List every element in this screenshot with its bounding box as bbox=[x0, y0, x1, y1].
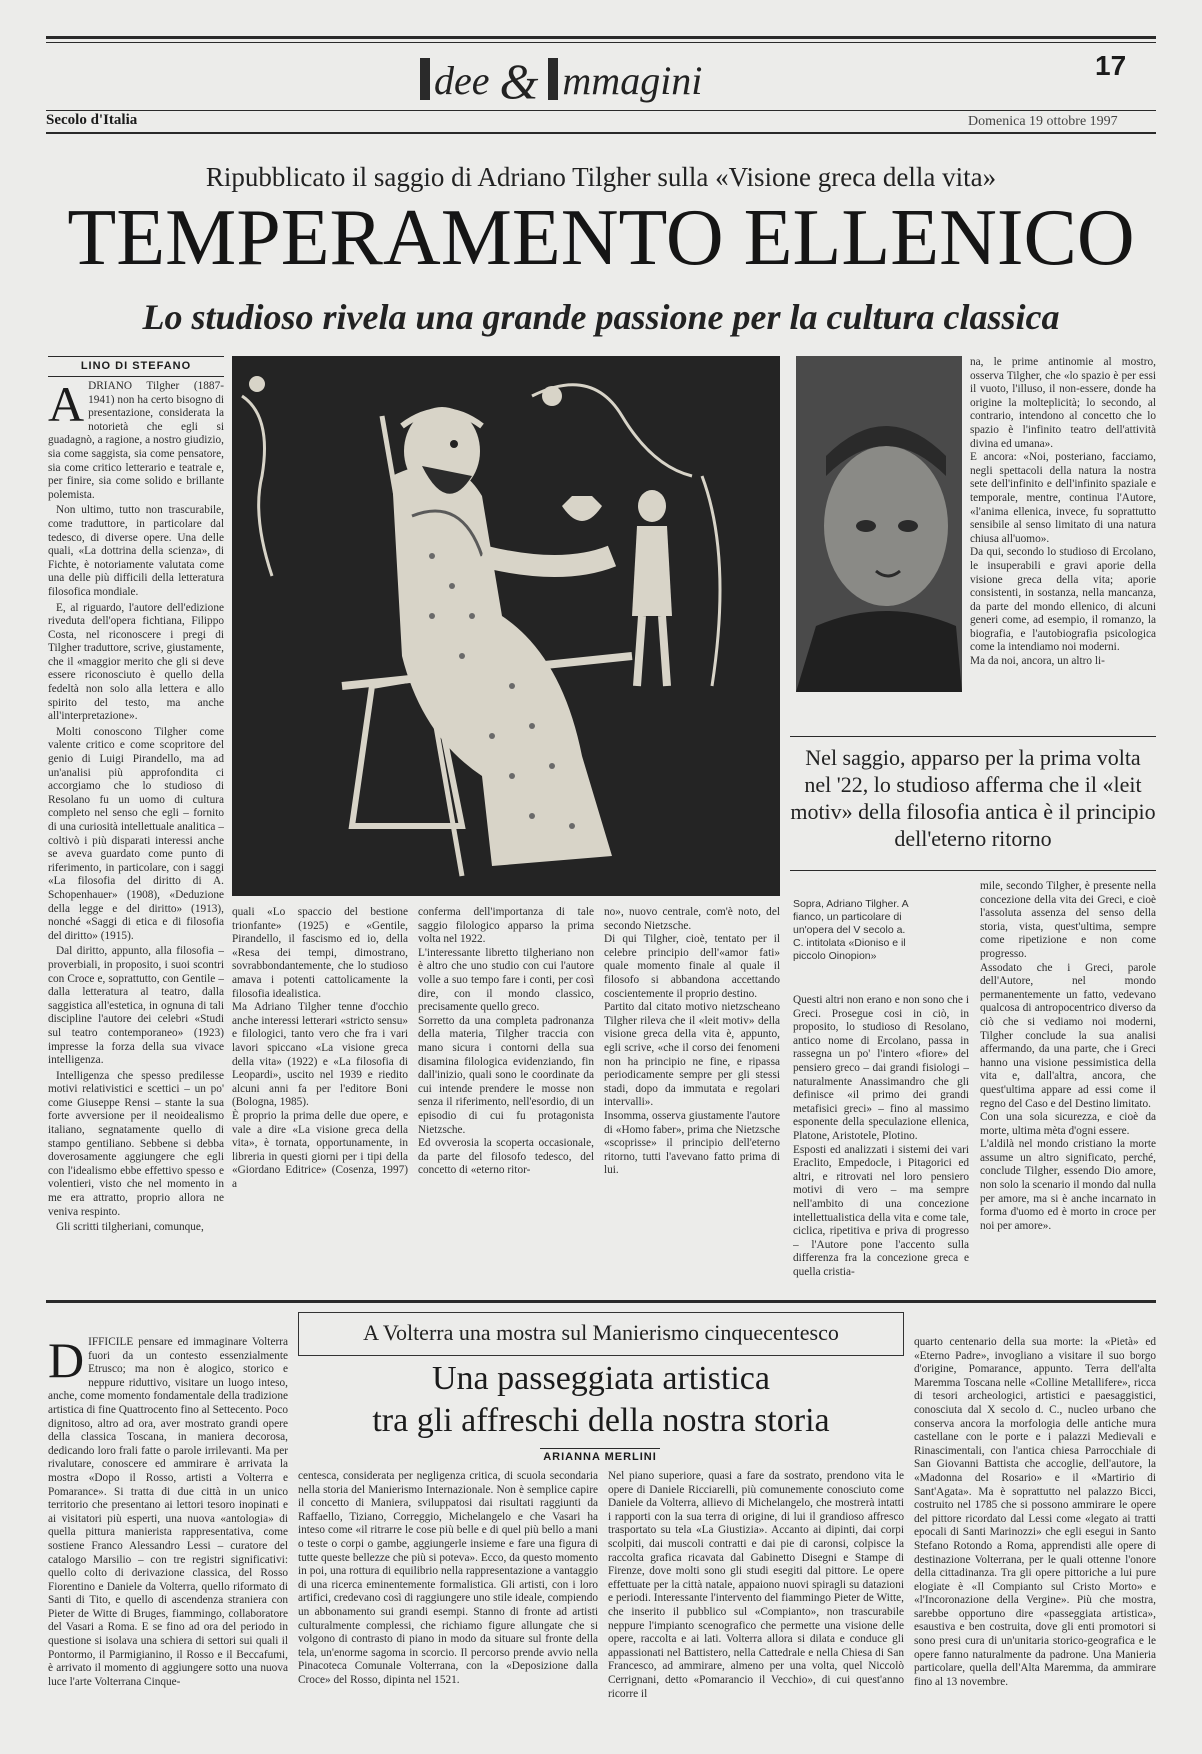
article2-dropcap: D bbox=[48, 1336, 85, 1388]
paragraph: Molti conoscono Tilgher come valente critico e come scopritore del genio di Luigi Pirandello, ma ad un'analisi più approfondita ci accorgiamo che lo studioso di Resolano fu un uomo di cultura completo nel senso che egli – fornito di una curiosità intellettuale analitica – coltivò i più disparati interessi anche se aveva guardato come punto di riferimento, in particolare, con i saggi «La filosofia del diritto di A. Schopenhauer» (1908), «Deduzione della legge e del diritto» (1913), nonché «Saggi di etica e di filosofia del diritto» (1915). bbox=[48, 725, 224, 942]
pullquote-rule-bottom bbox=[790, 870, 1156, 871]
pull-quote: Nel saggio, apparso per la prima volta nel '22, lo studioso afferma che il «leit motiv» della filosofia antica è il principio dell'eterno ritorno bbox=[790, 745, 1156, 851]
section-word-immagini: mmagini bbox=[562, 58, 703, 103]
dropcap: A bbox=[48, 380, 85, 432]
article-kicker: Ripubblicato il saggio di Adriano Tilgher sulla «Visione greca della vita» bbox=[205, 162, 997, 192]
paragraph: conferma dell'importanza di tale saggio filologico apparso la prima volta nel 1922. L'interessante libretto tilgheriano non è altro che uno studio con cui l'autore volle a suo tempo fare i conti, per così dire, con il mondo classico, precisamente quello greco. Sorretto da una completa padronanza della materia, Tilgher traccia con mano sicura i contorni della sua disamina filologica evidenziando, fin dall'inizio, quali sono le coordinate da cui intende prendere le mosse non senza il riferimento, nell'esordio, di un episodio di cui fu protagonista Nietzsche. Ed ovverosia la scoperta occasionale, da parte del filosofo tedesco, del concetto di «eterno ritor- bbox=[418, 906, 594, 1177]
paragraph: centesca, considerata per negligenza critica, di scuola secondaria nella storia del Manierismo Internazionale. Non è semplice capire il concetto di Maniera, sviluppatosi dai risultati raggiunti da Raffaello, Tiziano, Correggio, Michelangelo e che Vasari ha inteso come «il ritrarre le cose più belle e di quel più bello a mani o teste o corpi o gambe, aggiungerle insieme e fare una figura di tutte queste bellezze che più si poteva». Ecco, da questo momento in poi, una rottura di equilibrio nella rappresentazione a vantaggio di una ricerca eminentemente formalistica. Gli artisti, con i loro artifici, credevano così di raggiungere uno stile ideale, compiendo un abbonamento sui grandi esempi. Stanno di fronte ad artisti culturalmente complessi, che richiamo figure allungate che si volgono di contrasto di piano in modo da situare sul fronte della tela, un'enorme sagoma in scorcio. Il percorso prende avvio nella Pinacoteca Comunale Volterrana, con la «Deposizione dalla Croce» del Rosso, dipinta nel 1521. bbox=[298, 1470, 598, 1686]
section-letter-bar-2 bbox=[548, 58, 558, 100]
paragraph: Dal diritto, appunto, alla filosofia – proverbiali, in proposito, i suoi scontri con Croce e, soprattutto, con Gentile – dalla letteratura al teatro, dalla saggistica all'estetica, in ognuna di tali discipline l'autore dei celebri «Studi sul teatro contemporaneo» (1923) impresse la forza della sua vivace intelligenza. bbox=[48, 945, 224, 1067]
article2-byline: ARIANNA MERLINI bbox=[543, 1451, 657, 1463]
article-column-1 bbox=[48, 380, 224, 1290]
article2-headline-line1: Una passeggiata artistica bbox=[432, 1360, 770, 1397]
section-title bbox=[420, 52, 800, 108]
article-column-6 bbox=[980, 880, 1156, 1290]
paragraph: IFFICILE pensare ed immaginare Volterra fuori da un contesto essenzialmente Etrusco; ma non è alogico, storico e neppure riduttivo, visitare un luogo inteso, anche, come momento fondamentale della tradizione artistica di fine Quattrocento fino al Settecento. Poco dignitoso, altro ad ora, aver mostrato grandi opere della classica Toscana, in maniera decorosa, dedicando loro frali fatte o parole irrilevanti. Ma per rivalutare, conoscere ed ammirare è arrivata la mostra «Dopo il Rosso, artisti a Volterra e Pomarance». Si tratta di due città in un unico territorio che presentano ai lettori tesoro inopinati e ai visitatori più esperti, una nuova «antologia» di quella pittura manierista rappresentativa, come sostiene Franco Alessandro Lessi – curatore del catalogo Marsilio – con tre registri significativi: quello colto di derivazione classica, del Rosso Fiorentino e Daniele da Volterra, quello riformato di Santi di Tito, e quello di ascendenza straniera con Pieter de Witte di Bruges, fiammingo, collaboratore del Vasari a Roma. E se fino ad ora del periodo in questione si isolava una schiera di settori sui quali il Pontormo, il Parmigianino, il Rosso e il Beccafumi, è arrivato il momento di aggiungere sotto una nuova luce l'arte Volterrana Cinque- bbox=[48, 1336, 288, 1688]
article2-column-1 bbox=[48, 1336, 288, 1724]
article2-column-3 bbox=[608, 1470, 904, 1724]
paragraph: DRIANO Tilgher (1887-1941) non ha certo bisogno di presentazione, considerata la notorietà che egli si guadagnò, a ragione, a nostro giudizio, sia come saggista, sia come pensatore, sia come critico letterario e teatrale e, per finire, sia come solido e brillante polemista. bbox=[48, 380, 224, 501]
top-rule bbox=[46, 36, 1156, 39]
paragraph: Intelligenza che spesso predilesse motivi relativistici e scettici – un po' come Giuseppe Rensi – stante la sua forte avversione per il neoidealismo italiano, segnatamente quello di stampo gentiliano. Sebbene si debba doverosamente aggiungere che egli con l'idealismo ebbe effettivo spesso e volentieri, visto che nel momento in me era attratto, proprio allora ne veniva respinto. bbox=[48, 1069, 224, 1218]
newspaper-name: Secolo d'Italia bbox=[46, 112, 138, 128]
paragraph: Questi altri non erano e non sono che i Greci. Prosegue cosi in ciò, in proposito, lo studioso di Resolano, antico nome di Ercolano, passa in rassegna un po' l'intero «fiore» del pensiero greco – dai grandi fisiologi – naturalmente Anassimandro che gli definisce «il primo dei grandi metafisici greci» – fino al massimo esponente della speculazione ellenica, Platone, Aristotele, Plotino. Esposti ed analizzati i sistemi dei vari Eraclito, Empedocle, i Pitagorici ed altri, e ritrovati nel loro pensiero motivi di vero – ma sempre nell'ambito di una concezione intellettualistica della vita e come tale, ciclica, ripetitiva e priva di progresso – l'Autore pone l'accento sulla differenza fra la concezione greca e quella cristia- bbox=[793, 994, 969, 1278]
paragraph: no», nuovo centrale, com'è noto, del secondo Nietzsche. Di qui Tilgher, cioè, tentato per il celebre principio dell'«amor fati» quale momento finale al quale il filosofo si abbandona accettando coscientemente il proprio destino. Partito dal citato motivo nietzscheano Tilgher rileva che il «leit motiv» della visione greca della vita è, appunto, egli scrive, «che il corso dei fenomeni non ha principio ne fine, e ripassa periodicamente sempre per gli stessi stadi, dopo da immutata e regolari intervalli». Insomma, osserva giustamente l'autore di «Homo faber», prima che Nietzsche «scoprisse» il principio dell'eterno ritorno, tutti l'avevano fatto prima di lui. bbox=[604, 906, 780, 1177]
article2-kicker: A Volterra una mostra sul Manierismo cinquecentesco bbox=[298, 1312, 904, 1356]
article-subhead: Lo studioso rivela una grande passione per la cultura classica bbox=[142, 297, 1060, 337]
article2-column-2 bbox=[298, 1470, 598, 1724]
paragraph: E, al riguardo, l'autore dell'edizione riveduta dell'opera fichtiana, Filippo Costa, nel riconoscere i pregi di Tilgher traduttore, scrive, giustamente, che il «maggior merito che gli si deve essere riconosciuto è quello della fedeltà non solo alla lettera e allo spirito del testo, ma anche all'interpretazione». bbox=[48, 601, 224, 723]
vase-painting-illustration bbox=[232, 356, 780, 896]
article-column-5-mid bbox=[793, 994, 969, 1290]
section-ampersand: & bbox=[499, 53, 539, 109]
issue-date: Domenica 19 ottobre 1997 bbox=[968, 114, 1118, 129]
photo-caption: Sopra, Adriano Tilgher. A fianco, un particolare di un'opera del V secolo a. C. intitolata «Dioniso e il piccolo Oinopion» bbox=[793, 898, 908, 962]
paragraph: mile, secondo Tilgher, è presente nella concezione della vita dei Greci, e cioè l'assoluta assenza del senso della storia, vista, quest'ultima, sempre come ripetizione e non come progresso. Assodato che i Greci, parole dell'Autore, nel mondo permanentemente un fatto, vedevano qualcosa di antropocentrico diverso da ciò che si vediamo noi moderni, Tilgher conclude la sua analisi affermando, da una parte, che i Greci hanno una visione pessimistica della vita e, dall'altra, ancora, che quest'ultima appare ad essi come il regno del Caso e del Destino limitato. Con una sola sicurezza, e cioè da morte, ultima mèta d'ogni essere. L'aldilà nel mondo cristiano la morte assume un altro significato, perché, conclude Tilgher, essendo Dio amore, non solo la scenario il mondo dal nulla per amore, ma si è anche incarnato in forma d'uomo ed è morto in croce per noi per amore». bbox=[980, 880, 1156, 1232]
article2-column-4 bbox=[914, 1336, 1156, 1724]
dionysus-vase-svg bbox=[232, 356, 780, 896]
byline: LINO DI STEFANO bbox=[80, 360, 192, 372]
portrait-photo bbox=[796, 356, 962, 692]
paragraph: Non ultimo, tutto non trascurabile, come traduttore, in particolare dal tedesco, di diverse opere. Una delle quali, «La dottrina della scienza», di Fichte, è notoriamente valutata come una delle più difficili della letteratura filosofica mondiale. bbox=[48, 504, 224, 598]
masthead-rule bbox=[46, 110, 1156, 111]
article-column-3 bbox=[418, 906, 594, 1290]
article-divider bbox=[46, 1300, 1156, 1303]
top-rule-thin bbox=[46, 42, 1156, 43]
article2-headline-line2: tra gli affreschi della nostra storia bbox=[372, 1402, 830, 1439]
paragraph: quali «Lo spaccio del bestione trionfante» (1925) e «Gentile, Pirandello, il fascismo ed io, della «Resa dei tempi, dimostrano, sovrabbondantemente, che lo studioso amava i potenti cattolicamente la filosofia idealistica. Ma Adriano Tilgher tenne d'occhio anche interessi letterari «stricto sensu» e filologici, tanto vero che fra i vari lavori spiccano «La visione greca della vita» (1922) e «La filosofia di Leopardi», uscito nel 1939 e riedito alcuni anni fa per l'editore Boni (Bologna, 1985). È proprio la prima delle due opere, e vale a dire «La visione greca della vita», è tornata, opportunamente, in libreria in questi giorni per i tipi della «Giordano Editrice» (Cosenza, 1997) a bbox=[232, 906, 408, 1190]
paragraph: na, le prime antinomie al mostro, osserva Tilgher, che «lo spazio è per essi il vuoto, l'illuso, il non-essere, donde ha origine la molteplicità; lo secondo, al contrario, intendono al concetto che lo spazio è l'infinito teatro dell'attività divina ed umana». E ancora: «Noi, posteriano, facciamo, negli spettacoli della natura la nostra sete dell'infinito e dell'infinito spaziale e temporale, mentre, continua l'Autore, «l'anima ellenica, invece, fu soprattutto sensibile al senso limitato di una natura chiusa all'uomo». Da qui, secondo lo studioso di Ercolano, le insuperabili e gravi aporie della visione greca della vita; aporie consistenti, in sostanza, nella mancanza, da parte del mondo ellenico, di alcuni generi come, ad esempio, il romanzo, la biografia, e l'autobiografia psicologica come la intendiamo noi moderni. Ma da noi, ancora, un altro li- bbox=[970, 356, 1156, 668]
article-column-2 bbox=[232, 906, 408, 1290]
article2-byline-rule bbox=[540, 1448, 660, 1449]
section-letter-bar-1 bbox=[420, 58, 430, 100]
byline-rule bbox=[48, 356, 224, 357]
article-headline: TEMPERAMENTO ELLENICO bbox=[67, 194, 1135, 282]
pullquote-rule-top bbox=[790, 736, 1156, 737]
paragraph: Gli scritti tilgheriani, comunque, bbox=[56, 1221, 204, 1234]
paragraph: quarto centenario della sua morte: la «Pietà» ed «Eterno Padre», invogliano a visitare il suo borgo d'origine, Pomarance, appunto. Terra dell'alta Maremma Toscana nelle «Colline Metallifere», ricca di tesori archeologici, artistici e paesaggistici, conosciuta dal X secolo d. C., nucleo urbano che conserva ancora la morfologia delle antiche mura castellane con le porte e i palazzi Medievali e Rinascimentali, con l'antica chiesa Parrocchiale di San Giovanni Battista che accoglie, dell'autore, la «Madonna del Rosario» e il «Martirio di Sant'Agata». Ma è soprattutto nel palazzo Bicci, costruito nel 1785 che si possono ammirare le opere del pittore ricordato dal Lessi come «legato ai tratti epocali di Santi Marinozzi» che egli esegui in Santo Stefano Rotondo a Roma, apprendisti alle opere di destinazione Volterrana, per le quali ottenne l'onore della cittadinanza. Tra gli opere pittoriche a lui pure elogiate è «Il Compianto sul Cristo Morto» e «l'Incoronazione della Vergine». Più che mostra, sarebbe opportuno dire «passeggiata artistica», esaustiva e ben costruita, dove gli enti promotori si sono presi cura di un'unitaria storico-geografica e le opere fanno naturalmente da padrone. Una Manieria particolare, quella dell'Alta Maremma, da ammirare fino al 13 novembre. bbox=[914, 1336, 1156, 1688]
page-number: 17 bbox=[1095, 50, 1127, 81]
masthead-rule-bottom bbox=[46, 132, 1156, 134]
portrait-svg bbox=[796, 356, 962, 692]
byline-rule-bottom bbox=[48, 376, 224, 377]
article2-headline bbox=[298, 1358, 904, 1442]
section-word-dee: dee bbox=[434, 58, 490, 103]
article-column-4 bbox=[604, 906, 780, 1290]
article-column-5-top bbox=[970, 356, 1156, 726]
paragraph: Nel piano superiore, quasi a fare da sostrato, prendono vita le opere di Daniele Ricciarelli, più comunemente conosciuto come Daniele da Volterra, allievo di Michelangelo, che mostrerà intatti i rapporti con la sua terra di origine, di lui il grandioso affresco trasportato su tela «La Giustizia». Accanto ai dipinti, dai corpi scolpiti, dai muscoli contratti e dai pie di caronsi, colpisce la raccolta grafica ricavata dal Gabinetto Disegni e Stampe di Firenze, dove molti sono gli studi esegiti dal pittore. Le opere effettuate per la città natale, appaiono nuovi spiragli su datazioni e periodi. Interessante l'intervento del fiammingo Pieter de Witte, che inserito il pubblico sul «Compianto», non trascurabile neppure l'impianto scenografico che permette una visione delle opere, raccolta e ai lati. Volterra allora si dilata e conduce gli appassionati nel Battistero, nella Cattedrale e nella Chiesa di San Francesco, ad ammirare, almeno per una volta, quel Niccolò Cerrignani, detto «Pomarancio il Vecchio», di cui quest'anno ricorre il bbox=[608, 1470, 904, 1700]
